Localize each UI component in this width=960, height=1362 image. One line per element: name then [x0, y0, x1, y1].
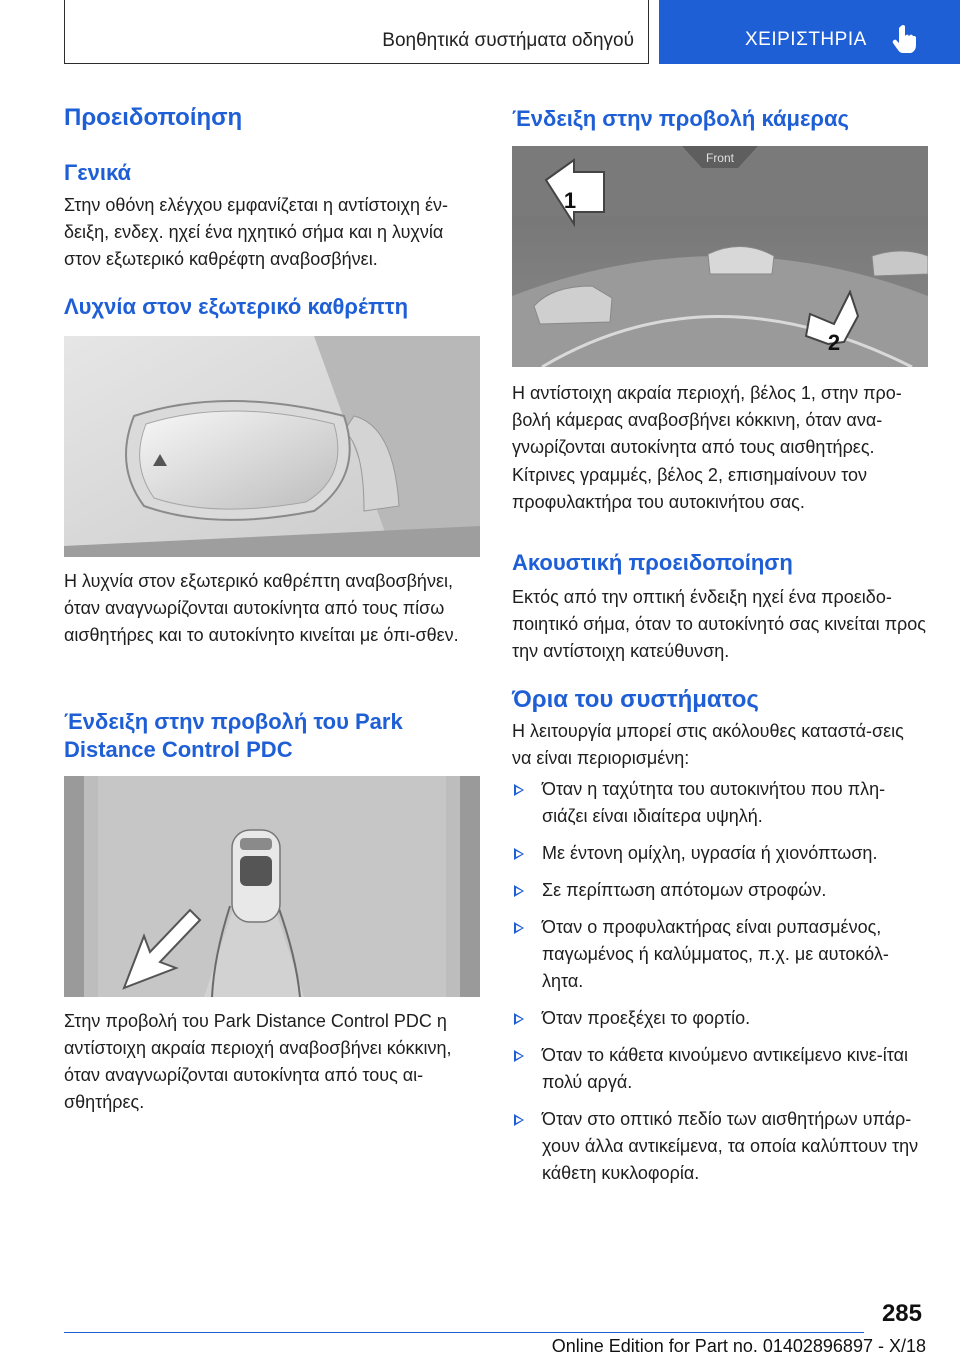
- camera-arrow-2-label: 2: [827, 330, 841, 355]
- text-pdc-display: Στην προβολή του Park Distance Control PDC η αντίστοιχη ακραία περιοχή αναβοσβήνει κόκκινη, όταν αναγνωρίζονται αυτοκίνητα από τους αι-σθητήρες.: [64, 1011, 452, 1112]
- heading-warning: Προειδοποίηση: [64, 104, 243, 131]
- page-number: 285: [881, 1300, 922, 1327]
- list-item: Όταν η ταχύτητα του αυτοκινήτου που πλη-σιάζει είναι ιδιαίτερα υψηλή.: [512, 776, 928, 830]
- text-camera-red: Η αντίστοιχη ακραία περιοχή, βέλος 1, στην προ-βολή κάμερας αναβοσβήνει κόκκινη, όταν ανα-γνωρίζονται αυτοκίνητα από τους αισθητήρες.: [512, 383, 902, 457]
- list-item: Όταν στο οπτικό πεδίο των αισθητήρων υπάρ-χουν άλλα αντικείμενα, τα οποία καλύπτουν την κάθετη κυκλοφορία.: [512, 1106, 928, 1187]
- triangle-bullet-icon: [514, 885, 524, 897]
- triangle-bullet-icon: [514, 848, 524, 860]
- heading-pdc-display: Ένδειξη στην προβολή του Park Distance Control PDC: [64, 709, 403, 762]
- heading-acoustic-warning: Ακουστική προειδοποίηση: [512, 550, 793, 575]
- camera-illustration: [512, 146, 928, 367]
- text-system-limits: Η λειτουργία μπορεί στις ακόλουθες καταστά-σεις να είναι περιορισμένη:: [512, 721, 904, 768]
- list-item: Με έντονη ομίχλη, υγρασία ή χιονόπτωση.: [512, 840, 928, 867]
- header-section-tab[interactable]: [659, 0, 960, 64]
- heading-mirror-lamp: Λυχνία στον εξωτερικό καθρέπτη: [64, 294, 409, 319]
- heading-general: Γενικά: [64, 160, 132, 185]
- footer-divider: [64, 1332, 864, 1333]
- text-acoustic-warning: Εκτός από την οπτική ένδειξη ηχεί ένα προειδο-ποιητικό σήμα, όταν το αυτοκίνητό σας κινείται προς την αντίστοιχη κατεύθυνση.: [512, 587, 926, 661]
- pdc-illustration: [64, 776, 480, 997]
- camera-front-label: Front: [705, 151, 735, 165]
- heading-system-limits: Όρια του συστήματος: [512, 686, 759, 713]
- triangle-bullet-icon: [514, 784, 524, 796]
- triangle-bullet-icon: [514, 1050, 524, 1062]
- header-chapter-box: [64, 0, 649, 64]
- hand-pointer-icon: [892, 24, 918, 59]
- text-camera-yellow: Κίτρινες γραμμές, βέλος 2, επισημαίνουν τον προφυλακτήρα του αυτοκινήτου σας.: [512, 465, 868, 512]
- heading-camera-display: Ένδειξη στην προβολή κάμερας: [512, 106, 849, 131]
- mirror-illustration: [64, 336, 480, 557]
- list-item: Όταν προεξέχει το φορτίο.: [512, 1005, 928, 1032]
- camera-arrow-1-label: 1: [563, 188, 577, 213]
- list-item: Όταν ο προφυλακτήρας είναι ρυπασμένος, παγωμένος ή καλύμματος, π.χ. με αυτοκόλ-λητα.: [512, 914, 928, 995]
- limits-list: [512, 776, 928, 1197]
- section-tab-label: ΧΕΙΡΙΣΤΗΡΙΑ: [745, 29, 867, 50]
- triangle-bullet-icon: [514, 1013, 524, 1025]
- triangle-bullet-icon: [514, 1114, 524, 1126]
- text-mirror-lamp: Η λυχνία στον εξωτερικό καθρέπτη αναβοσβήνει, όταν αναγνωρίζονται αυτοκίνητα από τους πίσω αισθητήρες και το αυτοκίνητο κινείται με όπι-σθεν.: [64, 571, 459, 645]
- list-item: Σε περίπτωση απότομων στροφών.: [512, 877, 928, 904]
- list-item: Όταν το κάθετα κινούμενο αντικείμενο κινε-ίται πολύ αργά.: [512, 1042, 928, 1096]
- text-general: Στην οθόνη ελέγχου εμφανίζεται η αντίστοιχη έν-δειξη, ενδεχ. ηχεί ένα ηχητικό σήμα και η λυχνία στον εξωτερικό καθρέφτη αναβοσβήνει.: [64, 195, 448, 269]
- triangle-bullet-icon: [514, 922, 524, 934]
- chapter-title: Βοηθητικά συστήματα οδηγού: [382, 30, 634, 51]
- footer-edition: Online Edition for Part no. 01402896897 - X/18: [551, 1336, 926, 1356]
